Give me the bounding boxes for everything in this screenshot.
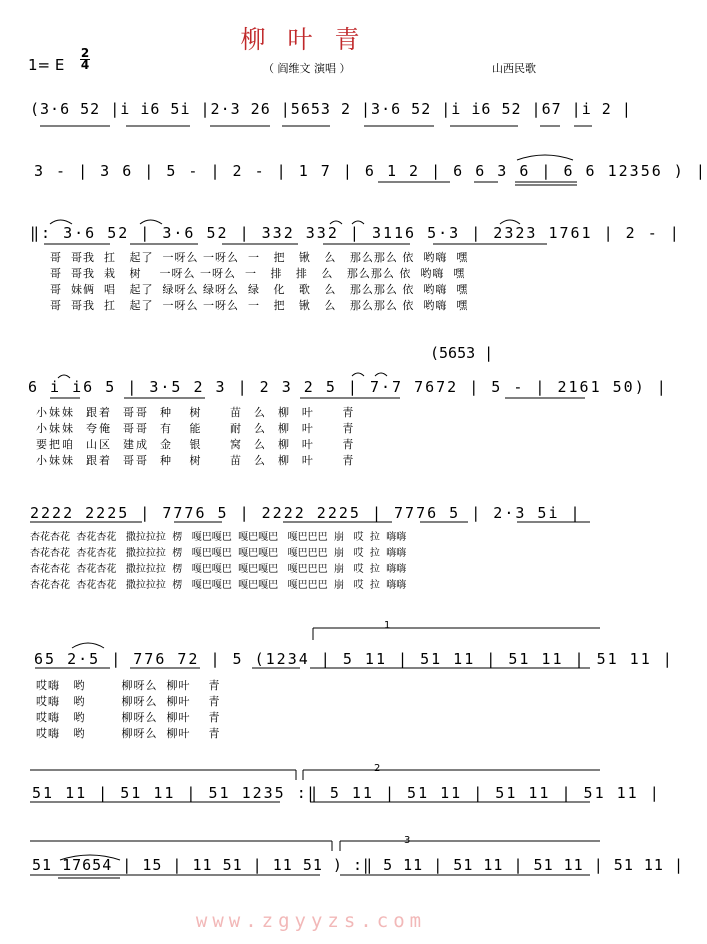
notation-line-3: ‖: 3·6 52 | 3·6 52 | 332 332 | 3116 5·3 | 2323 1761 | 2 - | [30, 224, 681, 242]
lyrics-verse4-line4: 哎嗨 哟 柳呀么 柳叶 青 [36, 727, 221, 740]
key-signature: 1= E [28, 56, 65, 74]
time-signature-bottom: 4 [80, 58, 90, 72]
song-title: 柳叶青 [240, 25, 382, 54]
lyrics-verse3-line1: 杏花杏花 杏花杏花 撒拉拉拉 楞 嘎巴嘎巴 嘎巴嘎巴 嘎巴巴巴 崩 哎 拉 嗨嗨 [30, 532, 407, 543]
lyrics-verse2-line3: 要把咱 山区 建成 金 银 窝 么 柳 叶 青 [36, 438, 356, 451]
lyrics-verse1-line4: 哥 哥我 扛 起了 一呀么 一呀么 一 把 锹 么 那么那么 依 哟嗨 嘿 [50, 299, 469, 312]
lyrics-verse3-line4: 杏花杏花 杏花杏花 撒拉拉拉 楞 嘎巴嘎巴 嘎巴嘎巴 嘎巴巴巴 崩 哎 拉 嗨嗨 [30, 580, 407, 591]
song-origin: 山西民歌 [492, 62, 536, 75]
notation-line-1: (3·6 52 |i i6 5i |2·3 26 |5653 2 |3·6 52 |i i6 52 |67 |i 2 | [30, 100, 632, 118]
volta-2-label: 2 [374, 763, 381, 774]
notation-line-4: 6 i i6 5 | 3·5 2 3 | 2 3 2 5 | 7·7 7672 | 5 - | 2161 50) | [28, 378, 668, 396]
notation-line-4-prefix: (5653 | [430, 344, 494, 362]
lyrics-verse2-line1: 小妹妹 跟着 哥哥 种 树 苗 么 柳 叶 青 [36, 406, 356, 419]
volta-1-label: 1 [384, 620, 391, 631]
notation-line-2: 3 - | 3 6 | 5 - | 2 - | 1 7 | 6 1 2 | 6 6 3 6 | 6 6 12356 ) | [34, 162, 707, 180]
notation-line-5: 2222 2225 | 7776 5 | 2222 2225 | 7776 5 | 2·3 5i | [30, 504, 582, 522]
lyrics-verse4-line1: 哎嗨 哟 柳呀么 柳叶 青 [36, 679, 221, 692]
volta-3-label: 3 [404, 835, 411, 846]
lyrics-verse4-line2: 哎嗨 哟 柳呀么 柳叶 青 [36, 695, 221, 708]
time-signature-top: 2 [80, 46, 90, 60]
lyrics-verse1-line1: 哥 哥我 扛 起了 一呀么 一呀么 一 把 锹 么 那么那么 依 哟嗨 嘿 [50, 251, 469, 264]
notation-line-6: 65 2·5 | 776 72 | 5 (1234 | 5 11 | 51 11 | 51 11 | 51 11 | [34, 650, 674, 668]
notation-line-8: 51 17654 | 15 | 11 51 | 11 51 ) :‖ 5 11 | 51 11 | 51 11 | 51 11 | [32, 856, 684, 874]
lyrics-verse1-line2: 哥 哥我 栽 树 一呀么 一呀么 一 排 排 么 那么那么 依 哟嗨 嘿 [50, 267, 466, 280]
lyrics-verse1-line3: 哥 妹俩 唱 起了 绿呀么 绿呀么 绿 化 歌 么 那么那么 依 哟嗨 嘿 [50, 283, 469, 296]
notation-line-7: 51 11 | 51 11 | 51 1235 :‖ 5 11 | 51 11 | 51 11 | 51 11 | [32, 784, 661, 802]
time-signature [80, 48, 90, 71]
lyrics-verse2-line2: 小妹妹 夸俺 哥哥 有 能 耐 么 柳 叶 青 [36, 422, 356, 435]
lyrics-verse3-line2: 杏花杏花 杏花杏花 撒拉拉拉 楞 嘎巴嘎巴 嘎巴嘎巴 嘎巴巴巴 崩 哎 拉 嗨嗨 [30, 548, 407, 559]
lyrics-verse2-line4: 小妹妹 跟着 哥哥 种 树 苗 么 柳 叶 青 [36, 454, 356, 467]
performer-credit: （ 阎维文 演唱 ） [263, 62, 351, 75]
lyrics-verse3-line3: 杏花杏花 杏花杏花 撒拉拉拉 楞 嘎巴嘎巴 嘎巴嘎巴 嘎巴巴巴 崩 哎 拉 嗨嗨 [30, 564, 407, 575]
website-watermark: www.zgyyzs.com [195, 910, 427, 932]
lyrics-verse4-line3: 哎嗨 哟 柳呀么 柳叶 青 [36, 711, 221, 724]
